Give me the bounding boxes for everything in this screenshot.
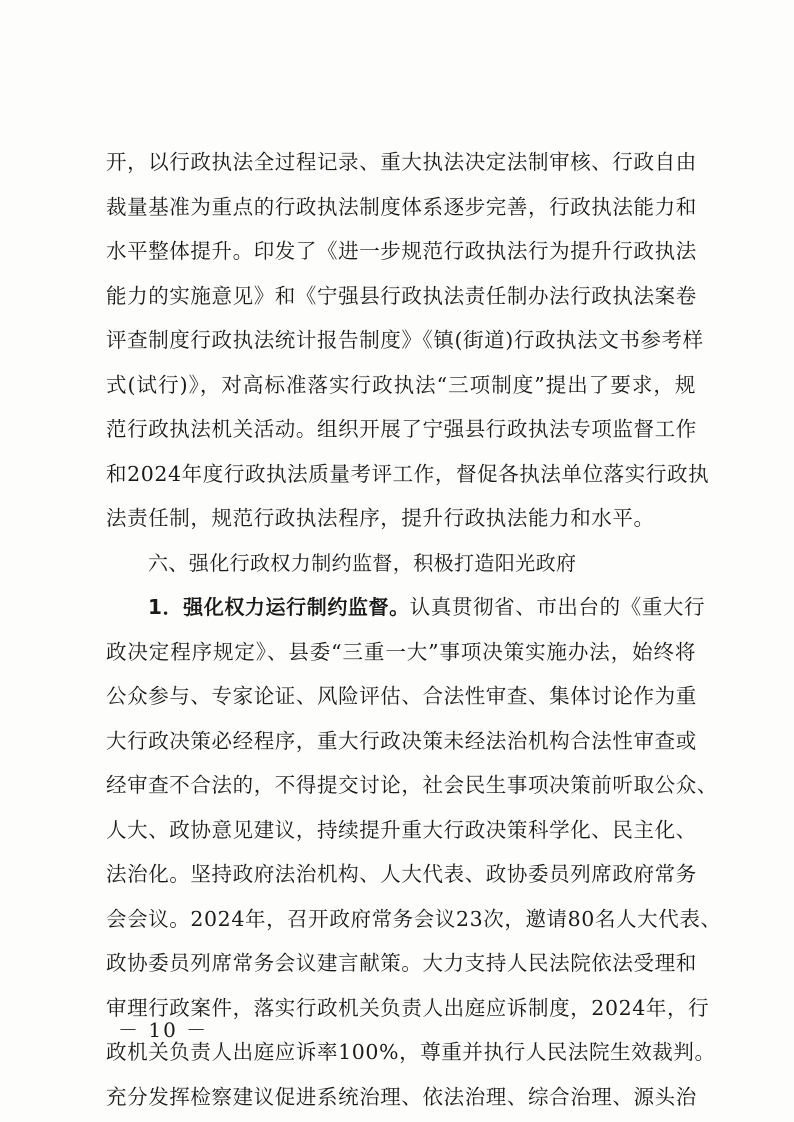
text-line: 政决定程序规定》、县委“三重一大”事项决策实施办法，始终将 bbox=[106, 639, 696, 664]
text-line: 人大、政协意见建议，持续提升重大行政决策科学化、民主化、 bbox=[106, 817, 697, 842]
text-line: 范行政执法机关活动。组织开展了宁强县行政执法专项监督工作 bbox=[106, 417, 697, 441]
text-line: 开，以行政执法全过程记录、重大执法决定法制审核、行政自由 bbox=[106, 150, 697, 174]
text-line: 和2024年度行政执法质量考评工作，督促各执法单位落实行政执 bbox=[106, 461, 710, 486]
text-line: 式(试行)》，对高标准落实行政执法“三项制度”提出了要求，规 bbox=[106, 372, 696, 397]
text-line: 能力的实施意见》和《宁强县行政执法责任制办法行政执法案卷 bbox=[106, 283, 697, 308]
body-text bbox=[106, 140, 722, 1119]
text-line: 充分发挥检察建议促进系统治理、依法治理、综合治理、源头治 bbox=[106, 1084, 697, 1109]
item-1-first-line-text: 认真贯彻省、市出台的《重大行 bbox=[409, 595, 706, 619]
text-line: 评查制度行政执法统计报告制度》《镇(街道)行政执法文书参考样 bbox=[106, 328, 704, 352]
text-line: 法治化。坚持政府法治机构、人大代表、政协委员列席政府常务 bbox=[106, 862, 697, 886]
text-line: 水平整体提升。印发了《进一步规范行政执法行为提升行政执法 bbox=[106, 239, 697, 263]
text-line: 政机关负责人出庭应诉率100%，尊重并执行人民法院生效裁判。 bbox=[106, 1040, 716, 1064]
text-line: 公众参与、专家论证、风险评估、合法性审查、集体讨论作为重 bbox=[106, 684, 697, 708]
text-line: 会会议。2024年，召开政府常务会议23次，邀请80名人大代表、 bbox=[106, 906, 722, 931]
section-heading: 六、强化行政权力制约监督，积极打造阳光政府 bbox=[148, 550, 577, 575]
text-line: 法责任制，规范行政执法程序，提升行政执法能力和水平。 bbox=[106, 506, 655, 530]
text-line: 大行政决策必经程序，重大行政决策未经法治机构合法性审查或 bbox=[106, 728, 697, 753]
text-line: 政协委员列席常务会议建言献策。大力支持人民法院依法受理和 bbox=[106, 951, 697, 975]
item-1-title: 1．强化权力运行制约监督。 bbox=[148, 595, 410, 619]
page-number: － 10 － bbox=[118, 1018, 209, 1042]
text-line: 经审查不合法的，不得提交讨论，社会民生事项决策前听取公众、 bbox=[106, 773, 718, 797]
item-1-first-line bbox=[106, 585, 706, 630]
text-line: 审理行政案件，落实行政机关负责人出庭应诉制度，2024年，行 bbox=[106, 995, 710, 1020]
text-line: 裁量基准为重点的行政执法制度体系逐步完善，行政执法能力和 bbox=[106, 194, 697, 219]
